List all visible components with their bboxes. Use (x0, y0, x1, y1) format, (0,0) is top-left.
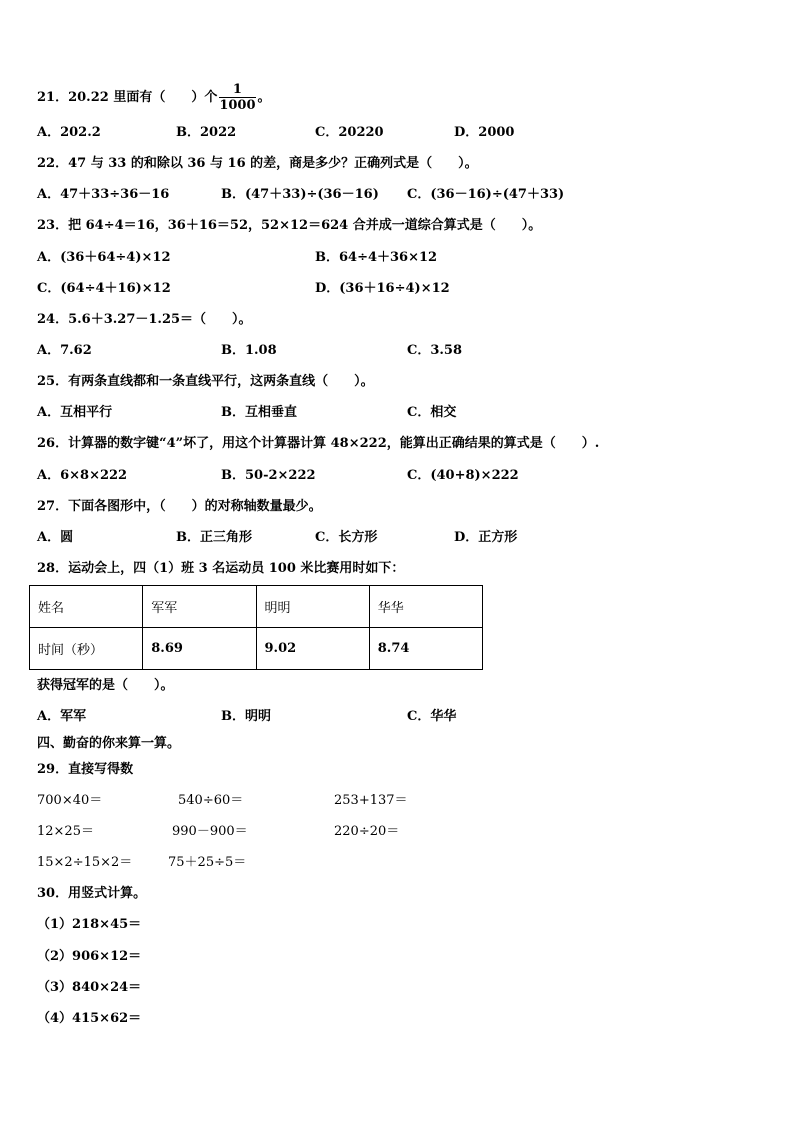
q29-item: 75＋25÷5＝ (168, 855, 247, 870)
q25-stem: 25．有两条直线都和一条直线平行，这两条直线（ ）。 (37, 374, 374, 389)
q29-item: 700×40＝ (37, 793, 103, 808)
q27-option-c[interactable]: C．长方形 (315, 530, 378, 545)
q21-text-after: 。 (257, 90, 271, 105)
q21-fraction (219, 82, 255, 113)
q24-option-b[interactable]: B．1.08 (221, 343, 277, 358)
q23-option-a[interactable]: A．(36＋64÷4)×12 (37, 250, 171, 265)
q22-option-c[interactable]: C．(36－16)÷(47＋33) (407, 187, 565, 202)
q23-option-b[interactable]: B．64÷4＋36×12 (315, 250, 438, 265)
q28-stem: 28．运动会上，四（1）班 3 名运动员 100 米比赛用时如下： (37, 561, 405, 576)
table-header-row (30, 586, 483, 628)
q22-option-a[interactable]: A．47＋33÷36－16 (37, 187, 170, 202)
q22-stem: 22．47 与 33 的和除以 36 与 16 的差，商是多少？正确列式是（ ）。 (37, 156, 478, 171)
q21-option-d[interactable]: D．2000 (454, 125, 515, 140)
q23-stem: 23．把 64÷4＝16，36＋16＝52，52×12＝624 合并成一道综合算式是（ ）。 (37, 218, 542, 233)
q30-item: （1）218×45＝ (37, 917, 142, 932)
q21-stem (37, 82, 271, 113)
q29-item: 12×25＝ (37, 824, 94, 839)
q26-stem: 26．计算器的数字键“4”坏了，用这个计算器计算 48×222，能算出正确结果的算式是（ ）. (37, 436, 600, 451)
q30-stem: 30．用竖式计算。 (37, 886, 147, 901)
q29-item: 990－900＝ (172, 824, 248, 839)
q28-option-c[interactable]: C．华华 (407, 709, 457, 724)
q22-option-b[interactable]: B．(47＋33)÷(36－16) (221, 187, 379, 202)
race-time-table (29, 585, 483, 670)
q26-option-b[interactable]: B．50-2×222 (221, 468, 316, 483)
q25-option-c[interactable]: C．相交 (407, 405, 457, 420)
table-cell: 军军 (143, 586, 256, 628)
q30-item: （3）840×24＝ (37, 980, 142, 995)
q29-item: 220÷20＝ (334, 824, 400, 839)
q24-option-c[interactable]: C．3.58 (407, 343, 463, 358)
table-cell: 9.02 (256, 628, 369, 670)
table-row (30, 628, 483, 670)
section-heading: 四、勤奋的你来算一算。 (37, 736, 181, 751)
q29-item: 253+137＝ (334, 793, 408, 808)
q27-option-b[interactable]: B．正三角形 (176, 530, 252, 545)
table-cell: 8.69 (143, 628, 256, 670)
q29-item: 15×2÷15×2＝ (37, 855, 133, 870)
q30-item: （4）415×62＝ (37, 1011, 142, 1026)
q21-option-a[interactable]: A．202.2 (37, 125, 101, 140)
q25-option-b[interactable]: B．互相垂直 (221, 405, 297, 420)
q21-text-before: 21．20.22 里面有（ ）个 (37, 90, 218, 105)
table-cell: 8.74 (369, 628, 482, 670)
table-cell: 明明 (256, 586, 369, 628)
q28-question: 获得冠军的是（ ）。 (37, 678, 174, 693)
q21-option-c[interactable]: C．20220 (315, 125, 384, 140)
q28-option-a[interactable]: A．军军 (37, 709, 87, 724)
q21-option-b[interactable]: B．2022 (176, 125, 237, 140)
q27-stem: 27．下面各图形中，（ ）的对称轴数量最少。 (37, 499, 322, 514)
q29-stem: 29．直接写得数 (37, 762, 134, 777)
q29-item: 540÷60＝ (178, 793, 244, 808)
q21-fraction-numerator: 1 (219, 82, 255, 98)
q30-item: （2）906×12＝ (37, 949, 142, 964)
q21-fraction-denominator: 1000 (219, 98, 256, 113)
q26-option-a[interactable]: A．6×8×222 (37, 468, 128, 483)
q23-option-d[interactable]: D．(36＋16÷4)×12 (315, 281, 450, 296)
q25-option-a[interactable]: A．互相平行 (37, 405, 113, 420)
q23-option-c[interactable]: C．(64÷4＋16)×12 (37, 281, 171, 296)
table-cell: 姓名 (30, 586, 143, 628)
q27-option-a[interactable]: A．圆 (37, 530, 74, 545)
table-cell: 时间（秒） (30, 628, 143, 670)
q24-stem: 24．5.6＋3.27－1.25＝（ ）。 (37, 312, 252, 327)
q28-option-b[interactable]: B．明明 (221, 709, 271, 724)
q26-option-c[interactable]: C．(40+8)×222 (407, 468, 519, 483)
q27-option-d[interactable]: D．正方形 (454, 530, 518, 545)
q24-option-a[interactable]: A．7.62 (37, 343, 92, 358)
table-cell: 华华 (369, 586, 482, 628)
